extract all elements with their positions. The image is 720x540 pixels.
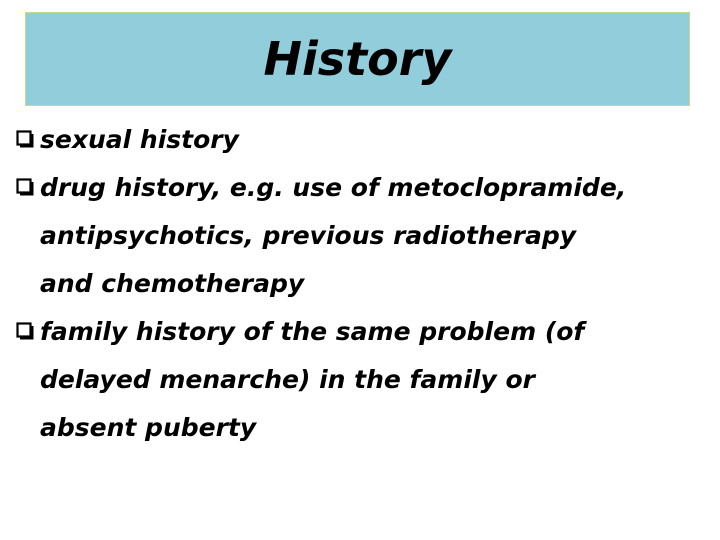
hollow-square-bullet-icon bbox=[16, 130, 34, 148]
hollow-square-bullet-icon bbox=[16, 322, 34, 340]
slide-title: History bbox=[263, 32, 452, 86]
bullet-item bbox=[14, 116, 704, 164]
bullet-text-line: sexual history bbox=[40, 125, 239, 154]
bullet-item bbox=[14, 164, 704, 308]
bullet-text-line: and chemotherapy bbox=[40, 269, 305, 298]
bullet-list bbox=[14, 116, 704, 452]
bullet-text-line: delayed menarche) in the family or bbox=[40, 365, 535, 394]
bullet-text-line: family history of the same problem (of bbox=[40, 317, 585, 346]
bullet-text-line: absent puberty bbox=[40, 413, 257, 442]
bullet-text-line: antipsychotics, previous radiotherapy bbox=[40, 221, 577, 250]
title-banner bbox=[25, 12, 690, 106]
hollow-square-bullet-icon bbox=[16, 178, 34, 196]
bullet-item bbox=[14, 308, 704, 452]
bullet-text-line: drug history, e.g. use of metoclopramide, bbox=[40, 173, 627, 202]
